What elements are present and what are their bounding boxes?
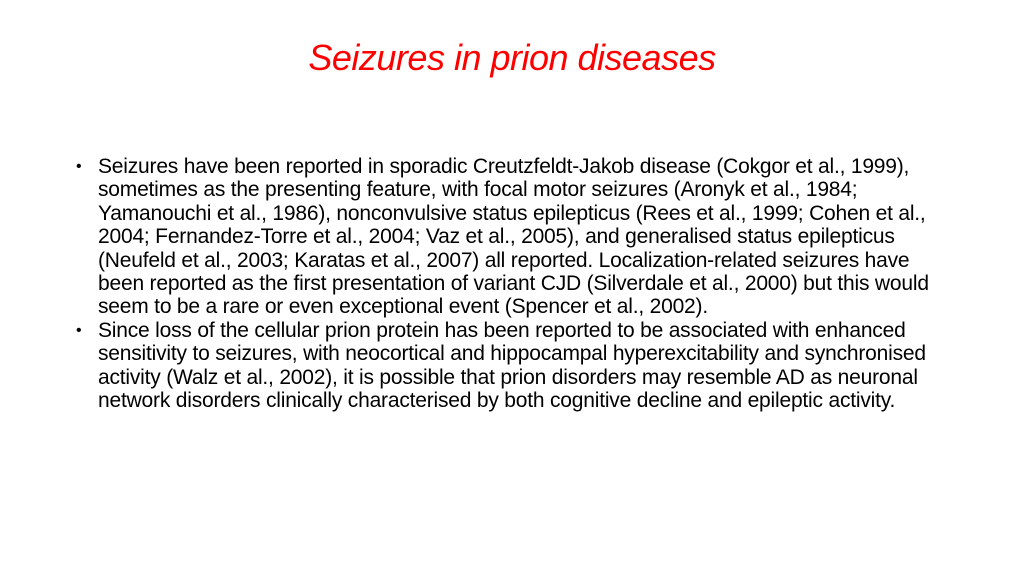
bullet-list — [74, 155, 954, 412]
bullet-marker: • — [76, 321, 82, 339]
bullet-text: Since loss of the cellular prion protein has been reported to be associated with enhanced sensitivity to seizures, with neocortical and hippocampal hyperexcitability and synchronised activity (Walz et al., 2002), it is possible that prion disorders may resemble AD as neuronal network disorders clinically characterised by both cognitive decline and epileptic activity. — [98, 318, 926, 413]
bullet-item — [74, 319, 954, 413]
bullet-marker: • — [76, 158, 82, 175]
slide-title: Seizures in prion diseases — [308, 37, 716, 78]
bullet-text: Seizures have been reported in sporadic Creutzfeldt-Jakob disease (Cokgor et al., 1999), sometimes as the presenting feature, with focal motor seizures (Aronyk et al., 1984; Yamanouchi et al., 1986), nonconvulsive status epilepticus (Rees et al., 1999; Cohen et al., 2004; Fernandez-Torre et al., 2004; Vaz et al., 2005), and generalised status epilepticus (Neufeld et al., 2003; Karatas et al., 2007) all reported. Localization-related seizures have been reported as the first presentation of variant CJD (Silverdale et al., 2000) but this would seem to be a rare or even exceptional event (Spencer et al., 2002). — [98, 155, 929, 319]
bullet-item — [74, 155, 954, 319]
